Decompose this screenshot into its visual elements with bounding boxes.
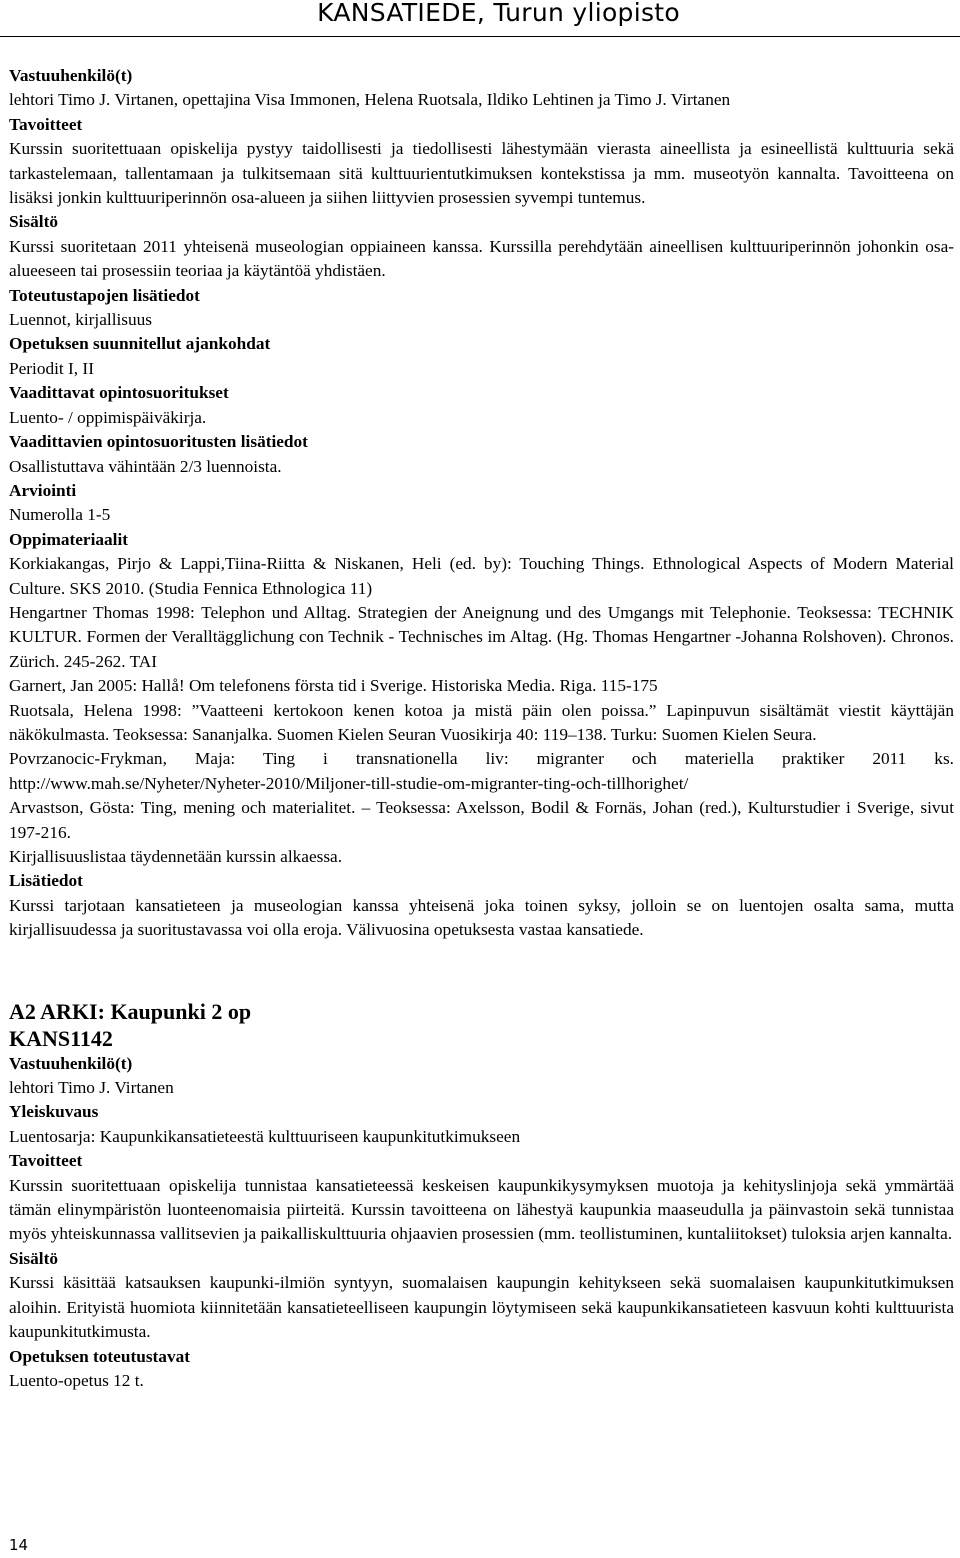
text-suoritukset: Luento- / oppimispäiväkirja. xyxy=(9,407,207,427)
label-sisalto-2: Sisältö xyxy=(9,1248,58,1268)
text-yleiskuvaus: Luentosarja: Kaupunkikansatieteestä kulttuuriseen kaupunkitutkimukseen xyxy=(9,1126,521,1146)
label-tavoitteet: Tavoitteet xyxy=(9,114,83,134)
text-suoritukset-lisa: Osallistuttava vähintään 2/3 luennoista. xyxy=(9,456,282,476)
label-oppimateriaalit: Oppimateriaalit xyxy=(9,529,129,549)
reference-entry: Povrzanocic-Frykman, Maja: Ting i transnationella liv: migranter och materiella praktiker 2011 ks. http://www.mah.se/Nyheter/Nyheter-2010/Miljoner-till-studie-om-migranter-ting-och-tillhorighet/ xyxy=(9,749,954,793)
course-title: A2 ARKI: Kaupunki 2 op xyxy=(9,998,252,1024)
text-ajankohta: Periodit I, II xyxy=(9,358,94,378)
text-toteutus: Luennot, kirjallisuus xyxy=(9,310,153,330)
label-toteutus: Toteutustapojen lisätiedot xyxy=(9,285,200,305)
label-ajankohta: Opetuksen suunnitellut ajankohdat xyxy=(9,334,271,354)
text-arviointi: Numerolla 1-5 xyxy=(9,505,111,525)
label-yleiskuvaus: Yleiskuvaus xyxy=(9,1102,99,1122)
label-tavoitteet-2: Tavoitteet xyxy=(9,1151,83,1171)
reference-entry: Korkiakangas, Pirjo & Lappi,Tiina-Riitta & Niskanen, Heli (ed. by): Touching Things. Ethnological Aspects of Modern Material Culture. SKS 2010. (Studia Fennica Ethnologica 11) xyxy=(9,554,954,598)
reference-entry: Arvastson, Gösta: Ting, mening och materialitet. – Teoksessa: Axelsson, Bodil & Fornäs, Johan (red.), Kulturstudier i Sverige, sivut 197-216. xyxy=(9,798,954,842)
label-suoritukset-lisa: Vaadittavien opintosuoritusten lisätiedot xyxy=(9,432,308,452)
text-vastuuhenkilo: lehtori Timo J. Virtanen, opettajina Visa Immonen, Helena Ruotsala, Ildiko Lehtinen ja Timo J. Virtanen xyxy=(9,90,731,110)
text-sisalto: Kurssi suoritetaan 2011 yhteisenä museologian oppiaineen kanssa. Kurssilla perehdytään aineellisen kulttuuriperinnön johonkin osa-alueeseen tai prosessiin teoriaa ja käytäntöä yhdistäen. xyxy=(9,236,954,281)
document-body xyxy=(9,64,954,1393)
label-toteutustavat: Opetuksen toteutustavat xyxy=(9,1346,190,1366)
reference-entry: Kirjallisuuslistaa täydennetään kurssin alkaessa. xyxy=(9,847,343,866)
page-number: 14 xyxy=(9,1536,29,1554)
label-vastuuhenkilo-2: Vastuuhenkilö(t) xyxy=(9,1053,133,1073)
label-vastuuhenkilo: Vastuuhenkilö(t) xyxy=(9,66,133,85)
label-arviointi: Arviointi xyxy=(9,480,77,500)
course-code: KANS1142 xyxy=(9,1025,113,1051)
text-tavoitteet: Kurssin suoritettuaan opiskelija pystyy taidollisesti ja tiedollisesti lähestymään vierasta aineellista ja esineellistä kulttuuria sekä tarkastelemaan, tallentamaan ja tulkitsemaan sitä kulttuurientutkimuksen kontekstissa ja mm. museotyön kannalta. Tavoitteena on lisäksi jonkin kulttuuriperinnön osa-alueen ja siihen liittyvien prosessien syvempi tuntemus. xyxy=(9,139,954,208)
text-vastuuhenkilo-2: lehtori Timo J. Virtanen xyxy=(9,1078,174,1098)
text-toteutustavat: Luento-opetus 12 t. xyxy=(9,1370,144,1390)
text-lisatiedot: Kurssi tarjotaan kansatieteen ja museologian kanssa yhteisenä joka toinen syksy, jolloin se on luentojen osalta sama, mutta kirjallisuudessa ja suoritustavassa voi olla eroja. Välivuosina opetuksesta vastaa kansatiede. xyxy=(9,895,954,940)
text-tavoitteet-2: Kurssin suoritettuaan opiskelija tunnistaa kansatieteessä keskeisen kaupunkikysymyksen muotoja ja kehityslinjoja sekä ymmärtää tämän elinympäristön luonteenomaisia piirteitä. Kurssin tavoitteena on lähestyä kaupunkia maaseudulla ja päinvastoin sekä tunnistaa myös yhteiskunnassa vallitsevien ja paikalliskulttuuria ohjaavien prosessien (mm. teollistuminen, kuntaliitokset) tuloksia arjen kannalta. xyxy=(9,1175,954,1244)
page-header xyxy=(0,0,960,37)
text-sisalto-2: Kurssi käsittää katsauksen kaupunki-ilmiön syntyyn, suomalaisen kaupungin kehitykseen sekä suomalaisen kaupunkitutkimuksen aloihin. Erityistä huomiota kiinnitetään kansatieteelliseen kaupungin löytymiseen sekä kaupunkikansatieteen kasvuun kohti kulttuurista kaupunkitutkimusta. xyxy=(9,1273,954,1342)
label-suoritukset: Vaadittavat opintosuoritukset xyxy=(9,383,229,403)
reference-entry: Garnert, Jan 2005: Hallå! Om telefonens första tid i Sverige. Historiska Media. Riga. 115-175 xyxy=(9,676,658,696)
reference-entry: Ruotsala, Helena 1998: ”Vaatteeni kertokoon kenen kotoa ja mistä päin olen poissa.” Lapinpuvun sisältämät viestit käyttäjän näkökulmasta. Teoksessa: Sananjalka. Suomen Kielen Seuran Vuosikirja 40: 119–138. Turku: Suomen Kielen Seura. xyxy=(9,700,954,744)
reference-entry: Hengartner Thomas 1998: Telephon und Alltag. Strategien der Aneignung und des Umgangs mit Telephonie. Teoksessa: TECHNIK KULTUR. Formen der Veralltägglichung con Technik - Technisches im Altag. (Hg. Thomas Hengartner -Johanna Rolshoven). Chronos. Zürich. 245-262. TAI xyxy=(9,602,954,671)
label-lisatiedot: Lisätiedot xyxy=(9,871,83,891)
label-sisalto: Sisältö xyxy=(9,212,58,232)
header-title: KANSATIEDE, Turun yliopisto xyxy=(317,0,680,27)
